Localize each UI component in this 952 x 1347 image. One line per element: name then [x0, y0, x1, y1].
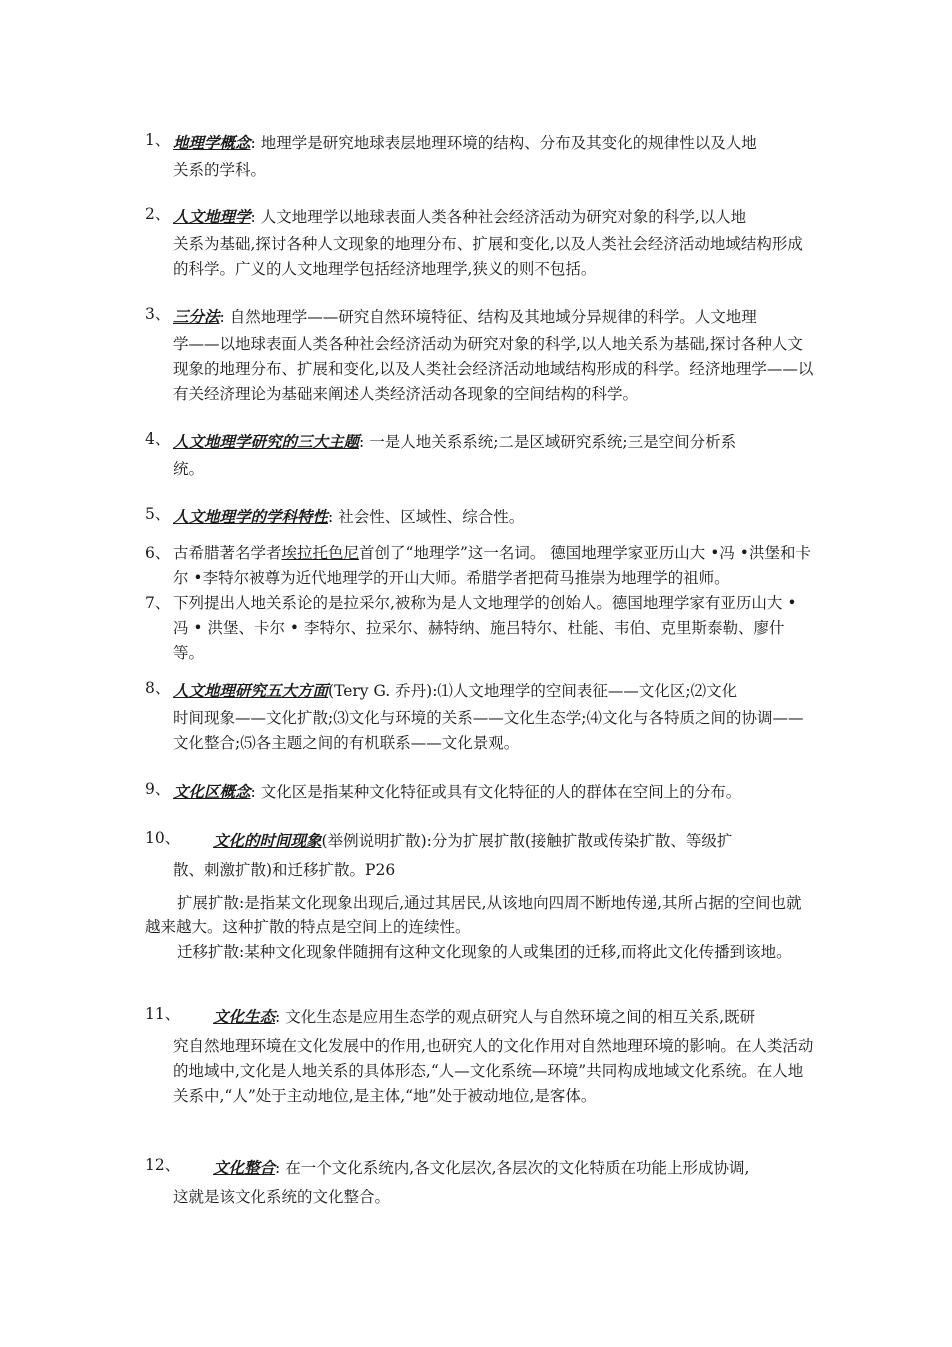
list-item-10: [145, 826, 815, 883]
item-text: 地理学是研究地球表层地理环境的结构、分布及其变化的规律性以及人地: [260, 134, 757, 152]
item-text: 人文地理学以地球表面人类各种社会经济活动为研究对象的科学,以人地: [260, 208, 747, 226]
item-text: 一是人地关系系统;二是区域研究系统;三是空间分析系: [369, 433, 737, 451]
list-item-7: [145, 591, 815, 666]
item-number: 8、: [145, 679, 171, 697]
list-item-8: [145, 676, 815, 756]
item-number: 7、: [145, 594, 171, 612]
item-text: 自然地理学——研究自然环境特征、结构及其地域分异规律的科学。人文地理: [229, 308, 757, 326]
term-label: 人文地理学的学科特性: [173, 507, 329, 526]
term-label: 文化区概念: [173, 782, 251, 801]
list-item-3: 3、 三分法: 自然地理学——研究自然环境特征、结构及其地域分异规律的科学。人文地理 学——以地球表面人类各种社会经济活动为研究对象的科学,以人地关系为基础,探讨各种人文现象的地理分布、扩展和变化,以及人类社会经济活动地域结构形成的科学。经济地理学——以有关经济理论为基础来阐述人类经济活动各现象的空间结构的科学。: [145, 302, 815, 407]
term-label: 地理学概念: [173, 133, 251, 152]
item-text-continued: 散、刺激扩散)和迁移扩散。P26: [173, 861, 396, 879]
term-label: 文化整合: [213, 1158, 276, 1177]
item-number: 9、: [145, 780, 171, 798]
term-label: 人文地理学: [173, 207, 251, 226]
item-number: 2、: [145, 205, 171, 223]
paragraph-relocation-diffusion: 迁移扩散:某种文化现象伴随拥有这种文化现象的人或集团的迁移,而将此文化传播到该地。: [177, 943, 792, 961]
item-number: 12、: [145, 1156, 181, 1174]
item-text-continued: 首创了“地理学”这一名词。 德国地理学家亚历山大 •冯 •洪堡和卡尔 •李特尔被尊为近代地理学的开山大师。希腊学者把荷马推崇为地理学的祖师。: [173, 544, 811, 587]
item-text-continued: 关系的学科。: [173, 161, 267, 179]
item-text-continued: 学——以地球表面人类各种社会经济活动为研究对象的科学,以人地关系为基础,探讨各种人文现象的地理分布、扩展和变化,以及人类社会经济活动地域结构形成的科学。经济地理学——以有关经济理论为基础来阐述人类经济活动各现象的空间结构的科学。: [173, 335, 814, 403]
term-label: 人文地理研究五大方面: [173, 681, 329, 700]
list-item-2: 2、 人文地理学: 人文地理学以地球表面人类各种社会经济活动为研究对象的科学,以人地 关系为基础,探讨各种人文现象的地理分布、扩展和变化,以及人类社会经济活动地域结构形成的科学。广义的人文地理学包括经济地理学,狭义的则不包括。: [145, 202, 815, 282]
list-item-4: 4、 人文地理学研究的三大主题: 一是人地关系系统;二是区域研究系统;三是空间分析系 统。: [145, 427, 815, 482]
item-text-continued: 这就是该文化系统的文化整合。: [173, 1188, 391, 1206]
list-item-1: 1、 地理学概念: 地理学是研究地球表层地理环境的结构、分布及其变化的规律性以及人地 关系的学科。: [145, 128, 815, 183]
item-text-continued: 统。: [173, 460, 205, 478]
underlined-name: 埃拉托色尼: [281, 544, 360, 562]
term-label: 文化生态: [213, 1007, 276, 1026]
item-text: 在一个文化系统内,各文化层次,各层次的文化特质在功能上形成协调,: [285, 1159, 750, 1177]
list-item-12: 12、 文化整合: 在一个文化系统内,各文化层次,各层次的文化特质在功能上形成协调, 这就是该文化系统的文化整合。: [145, 1153, 815, 1210]
item-text-continued: 关系为基础,探讨各种人文现象的地理分布、扩展和变化,以及人类社会经济活动地域结构形成的科学。广义的人文地理学包括经济地理学,狭义的则不包括。: [173, 235, 803, 278]
item-number: 1、: [145, 131, 171, 149]
item-text-continued: 时间现象——文化扩散;⑶文化与环境的关系——文化生态学;⑷文化与各特质之间的协调——文化整合;⑸各主题之间的有机联系——文化景观。: [173, 709, 804, 752]
list-item-11: 11、 文化生态: 文化生态是应用生态学的观点研究人与自然环境之间的相互关系,既研 究自然地理环境在文化发展中的作用,也研究人的文化作用对自然地理环境的影响。在人类活动的地域中,文化是人地关系的具体形态,“人—文化系统—环境”共同构成地域文化系统。在人地关系中,“人”处于主动地位,是主体,“地”处于被动地位,是客体。: [145, 1002, 815, 1109]
item-number: 3、: [145, 305, 171, 323]
term-label: 三分法: [173, 307, 220, 326]
item-number: 4、: [145, 430, 171, 448]
paragraph-expansion-diffusion: 扩展扩散:是指某文化现象出现后,通过其居民,从该地向四周不断地传递,其所占据的空间也就越来越大。这种扩散的特点是空间上的连续性。: [145, 894, 802, 936]
item-number: 6、: [145, 544, 171, 562]
item-text: (Tery G. 乔丹):⑴人文地理学的空间表征——文化区;⑵文化: [328, 682, 738, 700]
list-item-6: [145, 541, 815, 591]
term-label: 人文地理学研究的三大主题: [173, 432, 360, 451]
item-text: 文化生态是应用生态学的观点研究人与自然环境之间的相互关系,既研: [285, 1008, 756, 1026]
list-item-9: 9、 文化区概念: 文化区是指某种文化特征或具有文化特征的人的群体在空间上的分布。: [145, 777, 815, 807]
item-text: 古希腊著名学者: [173, 544, 282, 562]
item-text: (举例说明扩散):分为扩展扩散(接触扩散或传染扩散、等级扩: [321, 832, 733, 850]
item-number: 11、: [145, 1005, 181, 1023]
item-text: 社会性、区域性、综合性。: [338, 508, 525, 526]
item-text: 文化区是指某种文化特征或具有文化特征的人的群体在空间上的分布。: [260, 783, 742, 801]
item-text: 下列提出人地关系论的是拉采尔,被称为是人文地理学的创始人。德国地理学家有亚历山大 • 冯 • 洪堡、卡尔 • 李特尔、拉采尔、赫特纳、施吕特尔、杜能、韦伯、克里斯泰勒、廖什等。: [173, 594, 797, 662]
item-text-continued: 究自然地理环境在文化发展中的作用,也研究人的文化作用对自然地理环境的影响。在人类活动的地域中,文化是人地关系的具体形态,“人—文化系统—环境”共同构成地域文化系统。在人地关系中,“人”处于主动地位,是主体,“地”处于被动地位,是客体。: [173, 1037, 814, 1105]
item-number: 5、: [145, 505, 171, 523]
list-item-5: 5、 人文地理学的学科特性: 社会性、区域性、综合性。: [145, 502, 815, 532]
term-label: 文化的时间现象: [213, 831, 322, 850]
item-number: 10、: [145, 829, 181, 847]
